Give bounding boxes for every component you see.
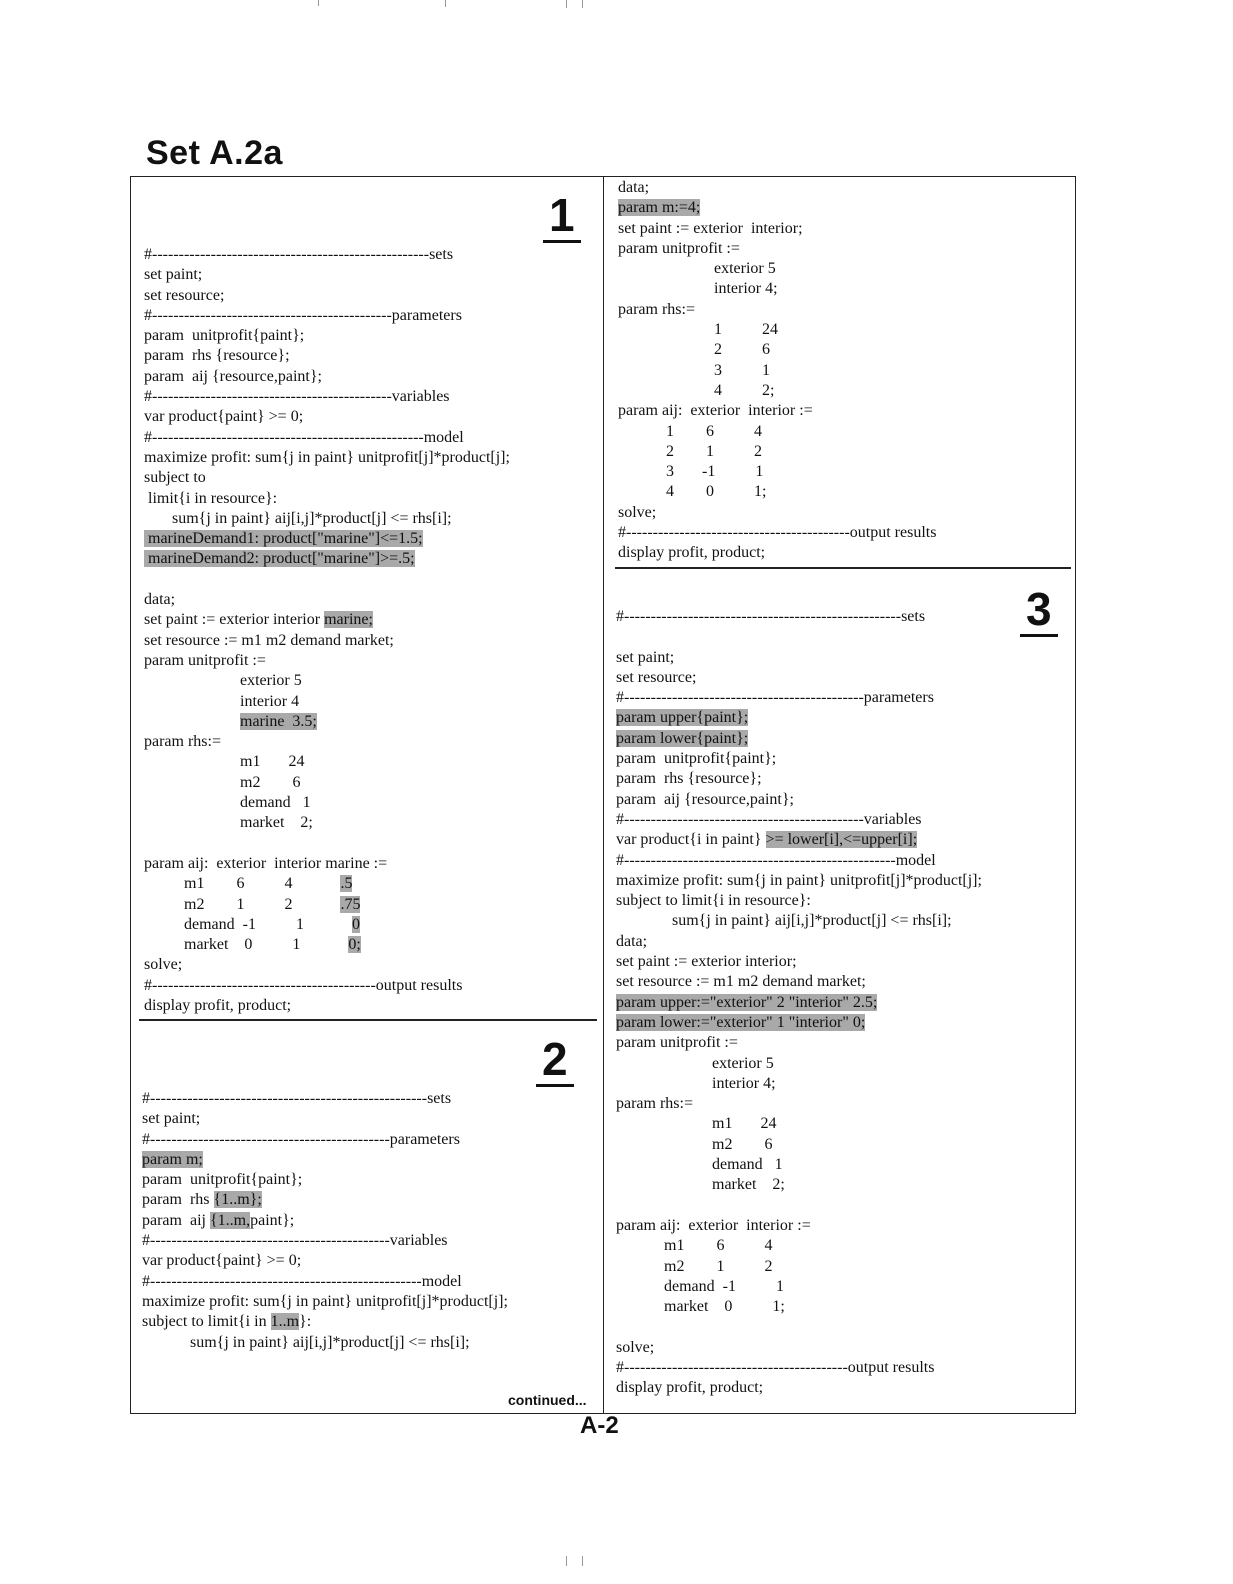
code-line <box>616 1378 982 1398</box>
code-line <box>144 793 510 813</box>
code-line <box>618 178 936 198</box>
code-text: m2 1 2 <box>616 1257 773 1275</box>
code-text: param aij: exterior interior := <box>616 1216 811 1234</box>
scan-mark <box>318 0 319 6</box>
code-text: #---------------------------------------------parameters <box>616 689 934 707</box>
code-text: interior 4; <box>616 1074 776 1092</box>
code-text: #------------------------------------------output results <box>144 976 463 994</box>
code-line <box>616 911 982 931</box>
code-text: m2 6 <box>616 1135 773 1153</box>
code-text: display profit, product; <box>618 544 766 562</box>
code-line <box>142 1231 508 1251</box>
code-text: data; <box>616 932 648 950</box>
code-line <box>144 326 510 346</box>
code-line <box>144 245 510 265</box>
code-line <box>618 259 936 279</box>
code-line <box>144 752 510 772</box>
code-text: set resource := m1 m2 demand market; <box>616 973 866 991</box>
code-text: subject to <box>144 469 206 487</box>
code-text: param unitprofit{paint}; <box>142 1171 303 1189</box>
code-text: param rhs {resource}; <box>616 770 762 788</box>
code-line <box>616 627 982 647</box>
code-line <box>144 428 510 448</box>
highlighted-code: marineDemand2: product["marine"]>=.5; <box>144 550 415 568</box>
code-line <box>616 668 982 688</box>
code-text: exterior 5 <box>618 260 776 278</box>
code-line <box>616 1054 982 1074</box>
section-number-1: 1 <box>543 192 581 243</box>
code-line <box>144 915 510 935</box>
code-text: demand 1 <box>616 1156 783 1174</box>
code-text: #---------------------------------------------variables <box>616 810 922 828</box>
code-line <box>616 1358 982 1378</box>
code-text: m1 24 <box>144 753 305 771</box>
code-line <box>142 1211 508 1231</box>
code-text: set paint := exterior interior; <box>618 219 803 237</box>
code-text: set resource; <box>616 668 697 686</box>
code-line <box>142 1272 508 1292</box>
code-line <box>144 712 510 732</box>
code-line <box>144 935 510 955</box>
code-line <box>144 590 510 610</box>
code-line <box>618 219 936 239</box>
code-text: #----------------------------------------------------sets <box>144 246 454 263</box>
code-line <box>144 813 510 833</box>
highlighted-code: param m; <box>142 1150 203 1168</box>
code-line <box>144 509 510 529</box>
scan-mark <box>566 1556 567 1566</box>
code-text: set resource; <box>144 286 225 304</box>
code-text: market 0 1; <box>616 1298 785 1316</box>
code-line <box>144 610 510 630</box>
code-text: param rhs:= <box>616 1095 693 1113</box>
code-line <box>616 1135 982 1155</box>
section-3-code <box>616 607 982 1399</box>
code-line <box>144 407 510 427</box>
code-text: m2 6 <box>144 773 301 791</box>
code-line <box>616 749 982 769</box>
highlighted-code: {1..m, <box>209 1211 251 1229</box>
column-divider <box>603 177 604 1413</box>
code-line <box>618 523 936 543</box>
code-line <box>144 955 510 975</box>
section-2-data-code <box>618 178 936 564</box>
code-line <box>616 1013 982 1033</box>
code-text: display profit, product; <box>616 1379 764 1397</box>
code-line <box>616 729 982 749</box>
code-line <box>144 306 510 326</box>
code-line <box>144 692 510 712</box>
code-line <box>142 1333 508 1353</box>
code-text: m2 1 2 <box>144 895 341 913</box>
code-line <box>618 503 936 523</box>
code-text: paint}; <box>250 1211 295 1229</box>
highlighted-code: marine; <box>324 611 373 629</box>
code-text: solve; <box>618 503 657 521</box>
code-line <box>618 361 936 381</box>
code-text: data; <box>618 179 650 196</box>
code-line <box>144 854 510 874</box>
code-line <box>616 1338 982 1358</box>
code-line <box>144 996 510 1016</box>
code-text: param unitprofit{paint}; <box>616 750 777 768</box>
section-2-end-rule <box>615 567 1071 569</box>
code-line <box>144 367 510 387</box>
code-line <box>616 1114 982 1134</box>
code-text: exterior 5 <box>616 1054 774 1072</box>
code-line <box>144 529 510 549</box>
code-text: interior 4 <box>144 692 300 710</box>
code-text: param unitprofit{paint}; <box>144 327 305 345</box>
code-line <box>616 1074 982 1094</box>
code-text: 2 6 <box>618 341 770 359</box>
code-line <box>144 732 510 752</box>
code-line <box>142 1170 508 1190</box>
code-text: market 2; <box>144 814 313 832</box>
code-text: #---------------------------------------------variables <box>144 388 450 406</box>
code-text: m1 6 4 <box>144 875 341 893</box>
code-text: #---------------------------------------------------model <box>616 851 936 869</box>
code-line <box>618 239 936 259</box>
scan-mark <box>582 0 583 8</box>
scan-mark <box>582 1556 583 1566</box>
highlighted-code: param upper{paint}; <box>616 709 749 727</box>
page-number: A-2 <box>580 1412 619 1439</box>
code-line <box>144 651 510 671</box>
code-text: #---------------------------------------------------model <box>142 1272 462 1290</box>
code-line <box>144 265 510 285</box>
code-line <box>618 300 936 320</box>
code-text: 3 -1 1 <box>618 463 764 481</box>
code-line <box>142 1109 508 1129</box>
code-line <box>618 422 936 442</box>
code-text: 3 1 <box>618 361 770 379</box>
code-text: param unitprofit := <box>616 1034 738 1052</box>
code-text: demand 1 <box>144 794 311 812</box>
highlighted-code: param lower:="exterior" 1 "interior" 0; <box>616 1013 866 1031</box>
code-line <box>142 1251 508 1271</box>
code-line <box>144 773 510 793</box>
code-text: #----------------------------------------------------sets <box>142 1090 452 1107</box>
code-line <box>144 489 510 509</box>
code-text: #---------------------------------------------------model <box>144 428 464 446</box>
highlighted-code: marine 3.5; <box>240 712 317 730</box>
section-1-end-rule <box>139 1019 597 1021</box>
code-line <box>616 769 982 789</box>
code-text: param rhs <box>142 1191 214 1209</box>
code-line <box>144 549 510 569</box>
code-line <box>616 871 982 891</box>
highlighted-code: .75 <box>340 895 361 913</box>
code-line <box>616 1094 982 1114</box>
code-line <box>616 607 982 627</box>
code-line <box>618 401 936 421</box>
code-text: solve; <box>144 956 183 974</box>
code-text: #---------------------------------------------parameters <box>142 1130 460 1148</box>
code-line <box>616 1297 982 1317</box>
section-number-3: 3 <box>1020 586 1058 637</box>
code-line <box>616 1317 982 1337</box>
code-text: param rhs:= <box>144 733 221 751</box>
code-text: set resource := m1 m2 demand market; <box>144 631 394 649</box>
code-text: 1 24 <box>618 321 778 339</box>
code-text: market 0 1 <box>144 936 349 954</box>
code-line <box>616 993 982 1013</box>
highlighted-code: 1..m <box>270 1313 300 1331</box>
code-text: maximize profit: sum{j in paint} unitprofit[j]*product[j]; <box>144 448 510 466</box>
scan-mark <box>445 0 446 7</box>
code-text: set paint; <box>144 266 203 284</box>
code-text: exterior 5 <box>144 672 302 690</box>
code-text: sum{j in paint} aij[i,j]*product[j] <= rhs[i]; <box>144 509 452 527</box>
code-text: demand -1 1 <box>144 915 352 933</box>
code-text: subject to limit{i in <box>142 1313 271 1331</box>
code-text: param aij {resource,paint}; <box>616 790 794 808</box>
code-line <box>616 1033 982 1053</box>
highlighted-code: marineDemand1: product["marine"]<=1.5; <box>144 530 423 548</box>
highlighted-code: .5 <box>340 875 353 893</box>
code-line <box>616 1236 982 1256</box>
code-line <box>144 631 510 651</box>
code-text: market 2; <box>616 1176 785 1194</box>
code-text: set paint; <box>142 1110 201 1128</box>
code-line <box>616 1196 982 1216</box>
code-line <box>616 972 982 992</box>
code-line <box>616 891 982 911</box>
code-text: subject to limit{i in resource}: <box>616 892 811 910</box>
code-text: demand -1 1 <box>616 1277 784 1295</box>
section-1-code <box>144 245 510 1016</box>
code-line <box>144 834 510 854</box>
code-text: display profit, product; <box>144 996 292 1014</box>
code-line <box>616 1257 982 1277</box>
code-line <box>618 381 936 401</box>
code-text: data; <box>144 591 176 609</box>
code-text: set paint; <box>616 648 675 666</box>
code-line <box>618 198 936 218</box>
code-line <box>616 1175 982 1195</box>
code-line <box>616 1155 982 1175</box>
code-line <box>618 482 936 502</box>
code-text: param rhs {resource}; <box>144 347 290 365</box>
code-text: maximize profit: sum{j in paint} unitprofit[j]*product[j]; <box>616 871 982 889</box>
code-text: maximize profit: sum{j in paint} unitprofit[j]*product[j]; <box>142 1292 508 1310</box>
code-line <box>144 468 510 488</box>
code-line <box>616 1277 982 1297</box>
code-text: param unitprofit := <box>144 651 266 669</box>
code-line <box>142 1190 508 1210</box>
code-line <box>616 810 982 830</box>
highlighted-code: param lower{paint}; <box>616 729 749 747</box>
section-number-2: 2 <box>536 1036 574 1087</box>
code-text: 4 2; <box>618 381 775 399</box>
code-text: limit{i in resource}: <box>144 489 278 507</box>
code-line <box>618 462 936 482</box>
code-line <box>616 708 982 728</box>
section-2-code <box>142 1089 508 1353</box>
code-text: param aij: exterior interior marine := <box>144 854 388 872</box>
code-text: 2 1 2 <box>618 442 762 460</box>
code-line <box>616 830 982 850</box>
code-line <box>144 874 510 894</box>
code-text: #---------------------------------------------parameters <box>144 306 462 324</box>
code-line <box>142 1292 508 1312</box>
code-line <box>616 952 982 972</box>
code-text: var product{i in paint} <box>616 831 766 849</box>
code-line <box>616 1216 982 1236</box>
page-title: Set A.2a <box>146 134 283 172</box>
code-text <box>144 713 240 730</box>
code-text: m1 6 4 <box>616 1237 773 1255</box>
code-text: #------------------------------------------output results <box>616 1358 935 1376</box>
code-line <box>144 671 510 691</box>
code-text: param aij <box>142 1211 210 1229</box>
code-line <box>618 279 936 299</box>
code-line <box>616 688 982 708</box>
code-text: m1 24 <box>616 1115 777 1133</box>
code-text: interior 4; <box>618 280 778 298</box>
code-line <box>144 976 510 996</box>
code-line <box>618 320 936 340</box>
code-text: set paint := exterior interior; <box>616 953 797 971</box>
code-line <box>144 387 510 407</box>
highlighted-code: 0; <box>348 936 361 954</box>
code-text: #------------------------------------------output results <box>618 524 937 542</box>
code-line <box>618 442 936 462</box>
scan-mark <box>566 0 567 8</box>
code-line <box>142 1312 508 1332</box>
highlighted-code: param m:=4; <box>618 199 701 217</box>
code-text: var product{paint} >= 0; <box>142 1252 302 1270</box>
code-line <box>142 1150 508 1170</box>
code-line <box>142 1089 508 1109</box>
code-line <box>144 895 510 915</box>
code-line <box>618 340 936 360</box>
code-line <box>144 286 510 306</box>
code-text: param aij {resource,paint}; <box>144 367 322 385</box>
code-line <box>144 346 510 366</box>
highlighted-code: >= lower[i],<=upper[i]; <box>765 831 918 849</box>
code-text: 4 0 1; <box>618 483 767 501</box>
highlighted-code: param upper:="exterior" 2 "interior" 2.5; <box>616 993 878 1011</box>
code-line <box>616 648 982 668</box>
code-text: }: <box>299 1313 312 1331</box>
highlighted-code: 0 <box>351 915 360 933</box>
continued-label: continued... <box>508 1392 587 1408</box>
code-text: param rhs:= <box>618 300 695 318</box>
code-text: #----------------------------------------------------sets <box>616 608 926 625</box>
code-text: solve; <box>616 1338 655 1356</box>
code-line <box>618 543 936 563</box>
code-text: sum{j in paint} aij[i,j]*product[j] <= rhs[i]; <box>616 912 952 930</box>
code-text: param aij: exterior interior := <box>618 402 813 420</box>
code-line <box>616 851 982 871</box>
code-line <box>616 790 982 810</box>
code-line <box>144 570 510 590</box>
code-text: var product{paint} >= 0; <box>144 408 304 426</box>
highlighted-code: {1..m}; <box>213 1191 262 1209</box>
code-text: set paint := exterior interior <box>144 611 325 629</box>
code-line <box>144 448 510 468</box>
code-text: #---------------------------------------------variables <box>142 1232 448 1250</box>
code-line <box>616 932 982 952</box>
code-text: param unitprofit := <box>618 239 740 257</box>
code-line <box>142 1130 508 1150</box>
code-text: sum{j in paint} aij[i,j]*product[j] <= rhs[i]; <box>142 1333 470 1351</box>
code-text: 1 6 4 <box>618 422 762 440</box>
